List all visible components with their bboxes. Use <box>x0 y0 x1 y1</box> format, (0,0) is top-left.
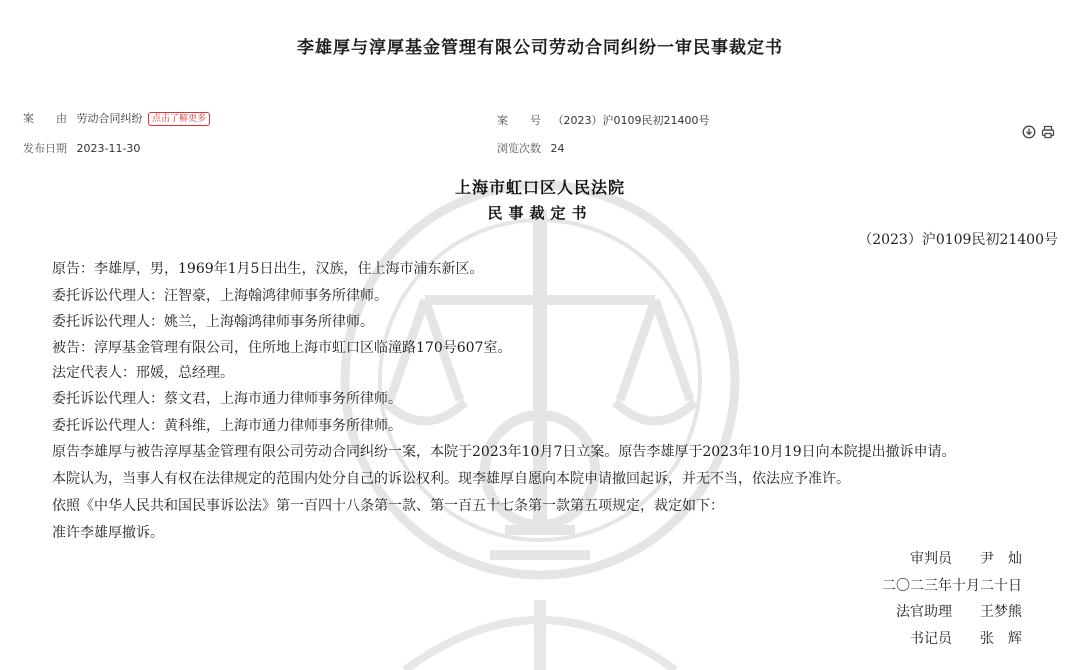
plaintiff-line: 原告：李雄厚，男，1969年1月5日出生，汉族，住上海市浦东新区。 <box>52 261 484 277</box>
signature-judge: 审判员 尹 灿 <box>910 551 1022 567</box>
learn-more-tag[interactable]: 点击了解更多 <box>148 112 210 126</box>
signature-date: 二〇二三年十月二十日 <box>882 578 1022 594</box>
case-number-value: （2023）沪0109民初21400号 <box>552 114 710 127</box>
case-number-label: 案 号 <box>497 114 541 127</box>
page-title: 李雄厚与淳厚基金管理有限公司劳动合同纠纷一审民事裁定书 <box>297 38 783 58</box>
court-name: 上海市虹口区人民法院 <box>454 178 625 197</box>
legal-representative: 法定代表人：邢媛，总经理。 <box>52 365 234 381</box>
document-type: 民事裁定书 <box>487 204 593 222</box>
views-label: 浏览次数 <box>497 142 541 155</box>
signature-assistant: 法官助理 王梦熊 <box>896 604 1022 620</box>
publish-date-value: 2023-11-30 <box>76 142 141 155</box>
court-emblem-watermark <box>330 170 750 590</box>
defendant-agent-1: 委托诉讼代理人：蔡文君，上海市通力律师事务所律师。 <box>52 391 402 407</box>
defendant-agent-2: 委托诉讼代理人：黄科维，上海市通力律师事务所律师。 <box>52 418 402 434</box>
views-value: 24 <box>550 142 565 155</box>
plaintiff-agent-1: 委托诉讼代理人：汪智豪，上海翰鸿律师事务所律师。 <box>52 288 388 304</box>
case-cause-value: 劳动合同纠纷 <box>76 112 143 125</box>
case-cause-label: 案 由 <box>23 112 67 125</box>
document-case-number: （2023）沪0109民初21400号 <box>858 232 1058 248</box>
publish-date-label: 发布日期 <box>23 142 67 155</box>
signature-clerk: 书记员 张 辉 <box>910 631 1022 647</box>
legal-basis-paragraph: 依照《中华人民共和国民事诉讼法》第一百四十八条第一款、第一百五十七条第一款第五项规定，裁定如下： <box>52 498 724 514</box>
plaintiff-agent-2: 委托诉讼代理人：姚兰，上海翰鸿律师事务所律师。 <box>52 314 374 330</box>
ruling-paragraph: 准许李雄厚撤诉。 <box>52 525 164 541</box>
court-opinion-paragraph: 本院认为，当事人有权在法律规定的范围内处分自己的诉讼权利。现李雄厚自愿向本院申请撤回起诉，并无不当，依法应予准许。 <box>52 471 850 487</box>
court-emblem-watermark-lower <box>395 590 685 670</box>
case-facts-paragraph: 原告李雄厚与被告淳厚基金管理有限公司劳动合同纠纷一案，本院于2023年10月7日立案。原告李雄厚于2023年10月19日向本院提出撤诉申请。 <box>52 444 956 460</box>
defendant-line: 被告：淳厚基金管理有限公司，住所地上海市虹口区临潼路170号607室。 <box>52 340 512 356</box>
